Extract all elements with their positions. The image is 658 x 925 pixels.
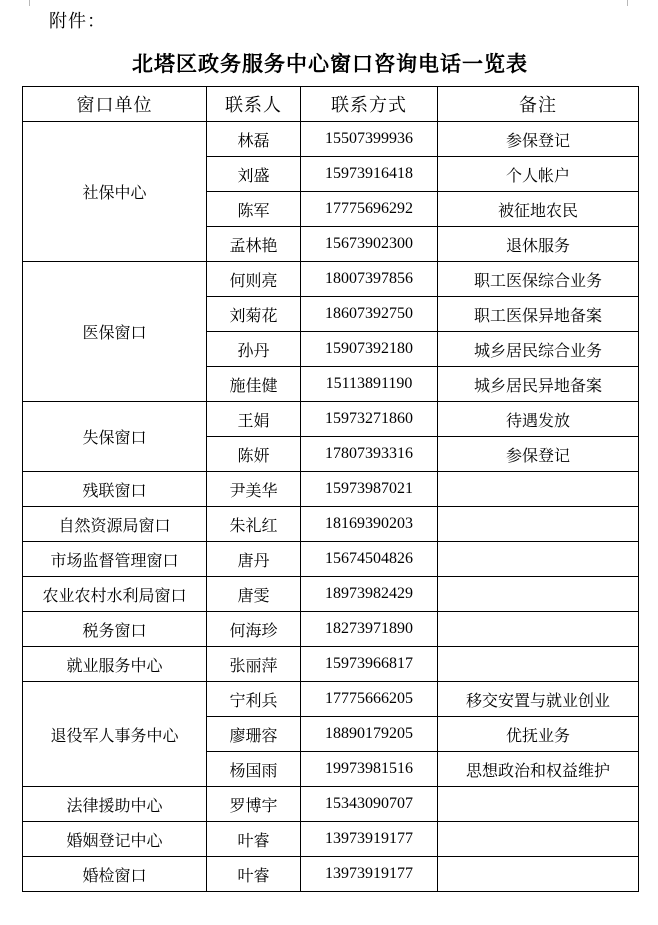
table-row xyxy=(23,507,639,542)
table-body xyxy=(23,122,639,892)
contact-person-cell: 陈军 xyxy=(207,192,301,227)
contact-person-cell: 叶睿 xyxy=(207,857,301,892)
phone-number-cell: 15973987021 xyxy=(301,472,438,507)
table-row xyxy=(23,122,639,157)
phone-number-cell: 18890179205 xyxy=(301,717,438,752)
corner-mark-right xyxy=(627,0,628,6)
remark-cell xyxy=(438,787,639,822)
contact-person-cell: 罗博宇 xyxy=(207,787,301,822)
remark-cell: 参保登记 xyxy=(438,122,639,157)
header-remark: 备注 xyxy=(438,87,639,122)
phone-number-cell: 15507399936 xyxy=(301,122,438,157)
phone-number-cell: 15973916418 xyxy=(301,157,438,192)
contact-directory-table xyxy=(22,86,639,892)
header-contact: 联系人 xyxy=(207,87,301,122)
remark-cell: 职工医保综合业务 xyxy=(438,262,639,297)
page-corner-marks xyxy=(0,0,658,6)
remark-cell: 优抚业务 xyxy=(438,717,639,752)
phone-number-cell: 15674504826 xyxy=(301,542,438,577)
table-row xyxy=(23,262,639,297)
contact-person-cell: 何海珍 xyxy=(207,612,301,647)
table-row xyxy=(23,472,639,507)
table-row xyxy=(23,612,639,647)
phone-number-cell: 13973919177 xyxy=(301,857,438,892)
contact-person-cell: 陈妍 xyxy=(207,437,301,472)
phone-number-cell: 18607392750 xyxy=(301,297,438,332)
remark-cell: 移交安置与就业创业 xyxy=(438,682,639,717)
table-row xyxy=(23,577,639,612)
contact-person-cell: 王娟 xyxy=(207,402,301,437)
phone-number-cell: 15907392180 xyxy=(301,332,438,367)
remark-cell: 参保登记 xyxy=(438,437,639,472)
remark-cell: 被征地农民 xyxy=(438,192,639,227)
remark-cell xyxy=(438,857,639,892)
contact-person-cell: 林磊 xyxy=(207,122,301,157)
unit-name-cell: 农业农村水利局窗口 xyxy=(23,577,207,612)
remark-cell: 个人帐户 xyxy=(438,157,639,192)
table-row xyxy=(23,542,639,577)
remark-cell: 待遇发放 xyxy=(438,402,639,437)
contact-person-cell: 廖珊容 xyxy=(207,717,301,752)
unit-name-cell: 税务窗口 xyxy=(23,612,207,647)
contact-person-cell: 刘菊花 xyxy=(207,297,301,332)
contact-person-cell: 朱礼红 xyxy=(207,507,301,542)
unit-name-cell: 退役军人事务中心 xyxy=(23,682,207,787)
phone-number-cell: 15343090707 xyxy=(301,787,438,822)
remark-cell xyxy=(438,577,639,612)
phone-number-cell: 13973919177 xyxy=(301,822,438,857)
unit-name-cell: 失保窗口 xyxy=(23,402,207,472)
unit-name-cell: 婚姻登记中心 xyxy=(23,822,207,857)
unit-name-cell: 就业服务中心 xyxy=(23,647,207,682)
header-phone: 联系方式 xyxy=(301,87,438,122)
phone-number-cell: 18273971890 xyxy=(301,612,438,647)
contact-person-cell: 唐丹 xyxy=(207,542,301,577)
remark-cell xyxy=(438,612,639,647)
remark-cell xyxy=(438,472,639,507)
unit-name-cell: 残联窗口 xyxy=(23,472,207,507)
table-row xyxy=(23,402,639,437)
contact-person-cell: 孟林艳 xyxy=(207,227,301,262)
remark-cell xyxy=(438,647,639,682)
phone-number-cell: 18169390203 xyxy=(301,507,438,542)
phone-number-cell: 17775696292 xyxy=(301,192,438,227)
contact-person-cell: 施佳健 xyxy=(207,367,301,402)
table-row xyxy=(23,682,639,717)
attachment-label: 附件： xyxy=(49,11,106,32)
table-row xyxy=(23,647,639,682)
phone-number-cell: 18007397856 xyxy=(301,262,438,297)
contact-person-cell: 孙丹 xyxy=(207,332,301,367)
unit-name-cell: 社保中心 xyxy=(23,122,207,262)
contact-person-cell: 叶睿 xyxy=(207,822,301,857)
contact-person-cell: 张丽萍 xyxy=(207,647,301,682)
remark-cell: 职工医保异地备案 xyxy=(438,297,639,332)
remark-cell: 城乡居民异地备案 xyxy=(438,367,639,402)
table-row xyxy=(23,822,639,857)
contact-person-cell: 唐雯 xyxy=(207,577,301,612)
table-header xyxy=(23,87,639,122)
remark-cell: 退休服务 xyxy=(438,227,639,262)
contact-person-cell: 何则亮 xyxy=(207,262,301,297)
corner-mark-left xyxy=(29,0,30,6)
table-row xyxy=(23,787,639,822)
phone-number-cell: 15673902300 xyxy=(301,227,438,262)
contact-person-cell: 刘盛 xyxy=(207,157,301,192)
unit-name-cell: 自然资源局窗口 xyxy=(23,507,207,542)
remark-cell xyxy=(438,822,639,857)
page-title: 北塔区政务服务中心窗口咨询电话一览表 xyxy=(132,52,528,76)
header-unit: 窗口单位 xyxy=(23,87,207,122)
unit-name-cell: 法律援助中心 xyxy=(23,787,207,822)
remark-cell: 思想政治和权益维护 xyxy=(438,752,639,787)
unit-name-cell: 市场监督管理窗口 xyxy=(23,542,207,577)
phone-number-cell: 17807393316 xyxy=(301,437,438,472)
unit-name-cell: 婚检窗口 xyxy=(23,857,207,892)
header-row xyxy=(23,87,639,122)
phone-number-cell: 17775666205 xyxy=(301,682,438,717)
phone-number-cell: 15973271860 xyxy=(301,402,438,437)
unit-name-cell: 医保窗口 xyxy=(23,262,207,402)
contact-person-cell: 尹美华 xyxy=(207,472,301,507)
remark-cell xyxy=(438,542,639,577)
phone-number-cell: 18973982429 xyxy=(301,577,438,612)
remark-cell: 城乡居民综合业务 xyxy=(438,332,639,367)
contact-person-cell: 宁利兵 xyxy=(207,682,301,717)
remark-cell xyxy=(438,507,639,542)
phone-number-cell: 15113891190 xyxy=(301,367,438,402)
phone-number-cell: 15973966817 xyxy=(301,647,438,682)
phone-number-cell: 19973981516 xyxy=(301,752,438,787)
contact-person-cell: 杨国雨 xyxy=(207,752,301,787)
table-row xyxy=(23,857,639,892)
